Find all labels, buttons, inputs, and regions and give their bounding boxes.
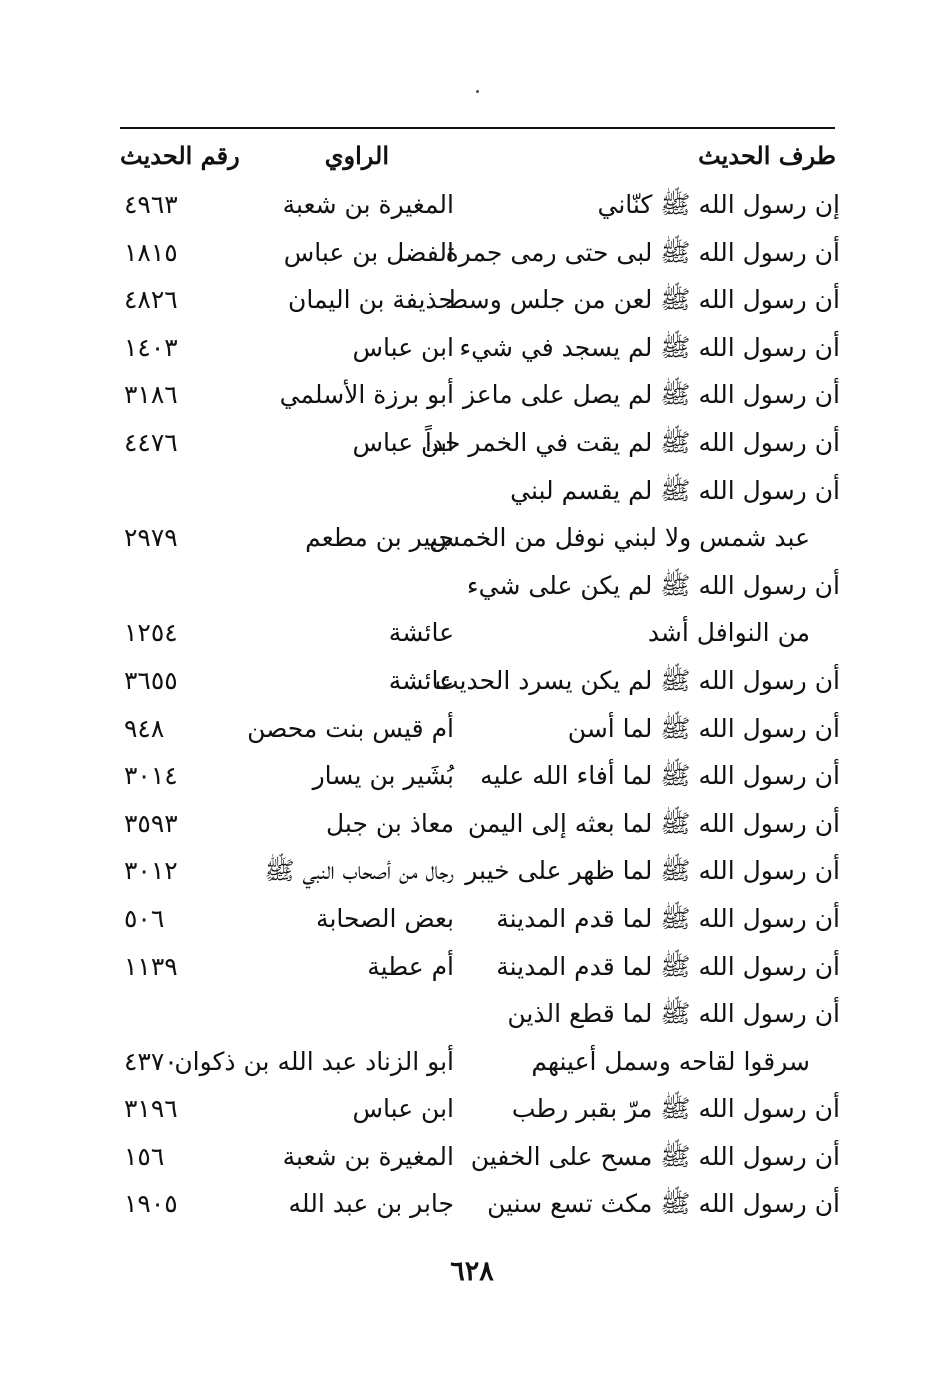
index-row <box>0 229 944 277</box>
narrator-name: جبير بن مطعم <box>305 523 454 553</box>
narrator-name: المغيرة بن شعبة <box>282 190 454 219</box>
narrator-name: ابن عباس <box>352 427 454 457</box>
header-rule <box>120 127 835 129</box>
narrator-name: معاذ بن جبل <box>325 808 454 838</box>
hadith-opening-text: أن رسول الله ﷺ مرّ بقبر رطب <box>511 1094 840 1124</box>
hadith-opening-text: أن رسول الله ﷺ لم يكن على شيء <box>466 570 840 600</box>
hadith-opening-text: أن رسول الله ﷺ لم يقسم لبني <box>510 475 840 505</box>
narrator-name: بُشَير بن يسار <box>312 761 454 791</box>
hadith-number: ٤٨٢٦ <box>124 285 178 315</box>
hadith-opening-text: أن رسول الله ﷺ لبى حتى رمى جمرة <box>445 237 840 267</box>
narrator-name: رجال من أصحاب النبي ﷺ <box>264 856 454 886</box>
narrator-name: أبو برزة الأسلمي <box>279 380 454 410</box>
index-row <box>0 609 944 657</box>
narrator-name: عائشة <box>388 665 454 695</box>
ink-speck <box>476 90 479 93</box>
hadith-opening-text: عبد شمس ولا لبني نوفل من الخمس <box>429 523 810 553</box>
number-column-header: رقم الحديث <box>120 141 240 170</box>
narrator-column-header: الراوي <box>324 141 389 170</box>
hadith-number: ٤٣٧٠ <box>124 1046 178 1076</box>
hadith-index-table <box>0 181 944 1228</box>
hadith-number: ١٨١٥ <box>124 237 178 267</box>
hadith-number: ٤٩٦٣ <box>124 190 178 219</box>
hadith-opening-text: سرقوا لقاحه وسمل أعينهم <box>531 1046 810 1076</box>
index-row <box>0 514 944 562</box>
narrator-name: ابن عباس <box>352 1094 454 1124</box>
hadith-number: ٣٠١٢ <box>124 856 178 886</box>
narrator-name: بعض الصحابة <box>316 903 454 933</box>
hadith-opening-text: أن رسول الله ﷺ لعن من جلس وسط <box>445 285 840 315</box>
hadith-opening-text: أن رسول الله ﷺ لما قدم المدينة <box>496 903 840 933</box>
hadith-number: ٣١٩٦ <box>124 1094 178 1124</box>
index-row <box>0 1085 944 1133</box>
hadith-number: ٣٠١٤ <box>124 761 178 791</box>
hadith-opening-text: أن رسول الله ﷺ مسح على الخفين <box>470 1141 840 1171</box>
index-row <box>0 276 944 324</box>
page-number: ٦٢٨ <box>450 1256 494 1287</box>
index-row <box>0 1133 944 1181</box>
hadith-number: ٣٥٩٣ <box>124 808 178 838</box>
hadith-number: ٥٠٦ <box>124 903 165 933</box>
hadith-opening-text: أن رسول الله ﷺ لما أسن <box>567 713 840 743</box>
hadith-opening-text: أن رسول الله ﷺ مكث تسع سنين <box>487 1189 840 1219</box>
hadith-number: ١٤٠٣ <box>124 332 178 362</box>
index-row <box>0 657 944 705</box>
narrator-name: ابن عباس <box>352 332 454 362</box>
index-row <box>0 705 944 753</box>
hadith-number: ٣١٨٦ <box>124 380 178 410</box>
index-row <box>0 847 944 895</box>
index-row <box>0 467 944 515</box>
hadith-opening-text: أن رسول الله ﷺ لما بعثه إلى اليمن <box>467 808 840 838</box>
index-row <box>0 324 944 372</box>
hadith-opening-text: أن رسول الله ﷺ لم يسجد في شيء <box>459 332 840 362</box>
index-row <box>0 895 944 943</box>
hadith-number: ١١٣٩ <box>124 951 178 981</box>
hadith-number: ١٥٦ <box>124 1141 165 1171</box>
hadith-number: ١٢٥٤ <box>124 618 178 648</box>
index-row <box>0 1180 944 1228</box>
hadith-opening-text: أن رسول الله ﷺ لما قدم المدينة <box>496 951 840 981</box>
hadith-opening-text: أن رسول الله ﷺ لما ظهر على خيبر <box>465 856 840 886</box>
index-row <box>0 371 944 419</box>
index-row <box>0 419 944 467</box>
hadith-opening-text: أن رسول الله ﷺ لم يكن يسرد الحديث <box>434 665 840 695</box>
narrator-name: حذيفة بن اليمان <box>287 285 454 315</box>
index-row <box>0 943 944 991</box>
narrator-name: أم عطية <box>367 951 454 981</box>
narrator-name: أم قيس بنت محصن <box>247 713 454 743</box>
hadith-number: ١٩٠٥ <box>124 1189 178 1219</box>
index-row <box>0 181 944 229</box>
narrator-name: عائشة <box>388 618 454 648</box>
hadith-number: ٣٦٥٥ <box>124 665 178 695</box>
hadith-number: ٤٤٧٦ <box>124 427 178 457</box>
hadith-opening-text: أن رسول الله ﷺ لم يصل على ماعز <box>462 380 840 410</box>
hadith-opening-text: أن رسول الله ﷺ لما قطع الذين <box>507 999 840 1029</box>
hadith-column-header: طرف الحديث <box>698 141 836 170</box>
hadith-number: ٢٩٧٩ <box>124 523 178 553</box>
index-row <box>0 990 944 1038</box>
hadith-opening-text: أن رسول الله ﷺ لم يقت في الخمر حداً <box>424 427 840 457</box>
hadith-opening-text: أن رسول الله ﷺ لما أفاء الله عليه <box>480 761 840 791</box>
index-row <box>0 752 944 800</box>
hadith-opening-text: من النوافل أشد <box>647 618 810 648</box>
hadith-opening-text: إن رسول الله ﷺ كنّاني <box>597 190 840 219</box>
index-row <box>0 800 944 848</box>
narrator-name: جابر بن عبد الله <box>288 1189 454 1219</box>
index-row <box>0 1038 944 1086</box>
narrator-name: أبو الزناد عبد الله بن ذكوان <box>174 1046 454 1076</box>
narrator-name: المغيرة بن شعبة <box>282 1141 454 1171</box>
narrator-name: الفضل بن عباس <box>283 237 454 267</box>
index-row <box>0 562 944 610</box>
hadith-number: ٩٤٨ <box>124 713 165 743</box>
